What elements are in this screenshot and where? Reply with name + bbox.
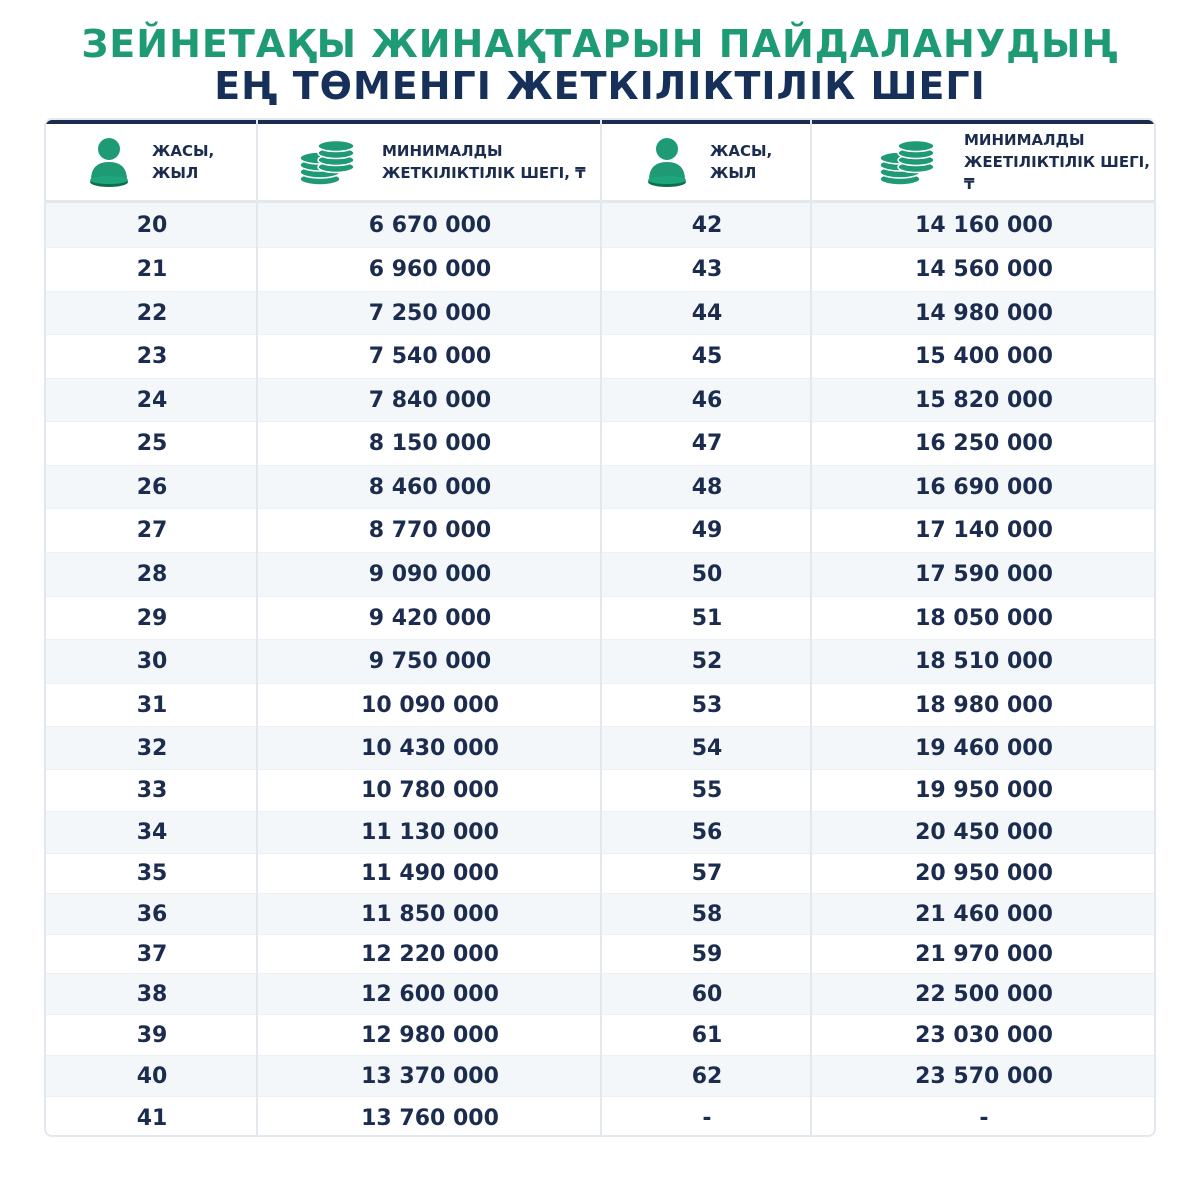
threshold-cell: 12 220 000 (361, 941, 499, 967)
age-cell: 56 (691, 820, 723, 845)
threshold-cell: 17 140 000 (915, 518, 1053, 543)
threshold-cell: 23 030 000 (915, 1022, 1053, 1048)
threshold-cell: 20 950 000 (915, 861, 1053, 886)
threshold-table (44, 118, 1156, 1137)
threshold-cell: - (979, 1105, 989, 1131)
age-cell: 55 (691, 778, 723, 803)
age-cell: 36 (136, 901, 168, 927)
threshold-cell: 21 460 000 (915, 901, 1053, 927)
page-title-line2: ЕҢ ТӨМЕНГІ ЖЕТКІЛІКТІЛІК ШЕГІ (214, 64, 986, 108)
threshold-cell: 22 500 000 (915, 981, 1053, 1007)
age-cell: 24 (136, 387, 168, 413)
age-cell: 50 (691, 562, 723, 587)
header-age-left (46, 124, 258, 200)
age-cell: 27 (136, 518, 168, 543)
threshold-cell: 10 090 000 (361, 692, 499, 718)
threshold-cell: 9 090 000 (368, 562, 492, 587)
header-value-right-label: МИНИМАЛДЫ ЖЕЕТІЛІКТІЛІК ШЕГІ, ₸ (964, 131, 1150, 193)
threshold-cell: 7 540 000 (368, 344, 492, 369)
threshold-cell: 19 950 000 (915, 778, 1053, 803)
threshold-cell: 15 820 000 (915, 387, 1053, 413)
age-cell: 49 (691, 518, 723, 543)
threshold-cell: 16 250 000 (915, 431, 1053, 456)
age-cell: 29 (136, 605, 168, 631)
age-cell: 46 (691, 387, 723, 413)
coins-icon (298, 137, 358, 187)
age-cell: 30 (136, 649, 168, 674)
threshold-cell: 10 430 000 (361, 735, 499, 761)
age-cell: 32 (136, 735, 168, 761)
age-cell: 28 (136, 562, 168, 587)
age-cell: 43 (691, 257, 723, 282)
person-icon (646, 136, 692, 188)
threshold-cell: 6 960 000 (368, 257, 492, 282)
column-divider (256, 120, 258, 1135)
column-divider (600, 120, 602, 1135)
threshold-cell: 9 420 000 (368, 605, 492, 631)
age-cell: 42 (691, 212, 723, 238)
threshold-cell: 13 760 000 (361, 1105, 499, 1131)
age-cell: 44 (691, 300, 723, 326)
age-cell: 40 (136, 1063, 168, 1089)
age-cell: 20 (136, 212, 168, 238)
threshold-cell: 6 670 000 (368, 212, 492, 238)
age-cell: 25 (136, 431, 168, 456)
threshold-cell: 7 250 000 (368, 300, 492, 326)
age-cell: 47 (691, 431, 723, 456)
threshold-cell: 21 970 000 (915, 941, 1053, 967)
age-cell: 33 (136, 778, 168, 803)
threshold-cell: 14 980 000 (915, 300, 1053, 326)
threshold-cell: 16 690 000 (915, 474, 1053, 500)
threshold-cell: 8 770 000 (368, 518, 492, 543)
age-cell: 26 (136, 474, 168, 500)
threshold-cell: 23 570 000 (915, 1063, 1053, 1089)
age-cell: 60 (691, 981, 723, 1007)
age-cell: 22 (136, 300, 168, 326)
coins-icon (878, 137, 938, 187)
threshold-cell: 18 980 000 (915, 692, 1053, 718)
header-age-right-label: ЖАСЫ, ЖЫЛ (710, 142, 773, 182)
threshold-cell: 8 460 000 (368, 474, 492, 500)
threshold-cell: 18 510 000 (915, 649, 1053, 674)
threshold-cell: 8 150 000 (368, 431, 492, 456)
header-value-left-label: МИНИМАЛДЫ ЖЕТКІЛІКТІЛІК ШЕГІ, ₸ (382, 142, 586, 182)
threshold-cell: 15 400 000 (915, 344, 1053, 369)
age-cell: 58 (691, 901, 723, 927)
age-cell: 39 (136, 1022, 168, 1048)
age-cell: 45 (691, 344, 723, 369)
person-icon (88, 136, 134, 188)
age-cell: 62 (691, 1063, 723, 1089)
threshold-cell: 11 130 000 (361, 820, 499, 845)
threshold-cell: 20 450 000 (915, 820, 1053, 845)
threshold-cell: 11 850 000 (361, 901, 499, 927)
age-cell: 57 (691, 861, 723, 886)
threshold-cell: 10 780 000 (361, 778, 499, 803)
threshold-cell: 11 490 000 (361, 861, 499, 886)
age-cell: 51 (691, 605, 723, 631)
age-cell: 59 (691, 941, 723, 967)
age-cell: 38 (136, 981, 168, 1007)
threshold-cell: 17 590 000 (915, 562, 1053, 587)
age-cell: 53 (691, 692, 723, 718)
threshold-cell: 18 050 000 (915, 605, 1053, 631)
age-cell: 41 (136, 1105, 168, 1131)
age-cell: 35 (136, 861, 168, 886)
threshold-cell: 14 560 000 (915, 257, 1053, 282)
header-value-right (812, 124, 1156, 200)
threshold-cell: 12 980 000 (361, 1022, 499, 1048)
age-cell: 54 (691, 735, 723, 761)
age-cell: 37 (136, 941, 168, 967)
header-age-right (602, 124, 812, 200)
age-cell: - (702, 1105, 712, 1131)
age-cell: 31 (136, 692, 168, 718)
age-cell: 21 (136, 257, 168, 282)
threshold-cell: 19 460 000 (915, 735, 1053, 761)
age-cell: 61 (691, 1022, 723, 1048)
threshold-cell: 14 160 000 (915, 212, 1053, 238)
page-title-line1: ЗЕЙНЕТАҚЫ ЖИНАҚТАРЫН ПАЙДАЛАНУДЫҢ (81, 22, 1119, 66)
header-age-left-label: ЖАСЫ, ЖЫЛ (152, 142, 215, 182)
threshold-cell: 13 370 000 (361, 1063, 499, 1089)
age-cell: 23 (136, 344, 168, 369)
threshold-cell: 12 600 000 (361, 981, 499, 1007)
age-cell: 48 (691, 474, 723, 500)
threshold-cell: 7 840 000 (368, 387, 492, 413)
header-value-left (258, 124, 602, 200)
threshold-cell: 9 750 000 (368, 649, 492, 674)
column-divider (810, 120, 812, 1135)
age-cell: 34 (136, 820, 168, 845)
age-cell: 52 (691, 649, 723, 674)
